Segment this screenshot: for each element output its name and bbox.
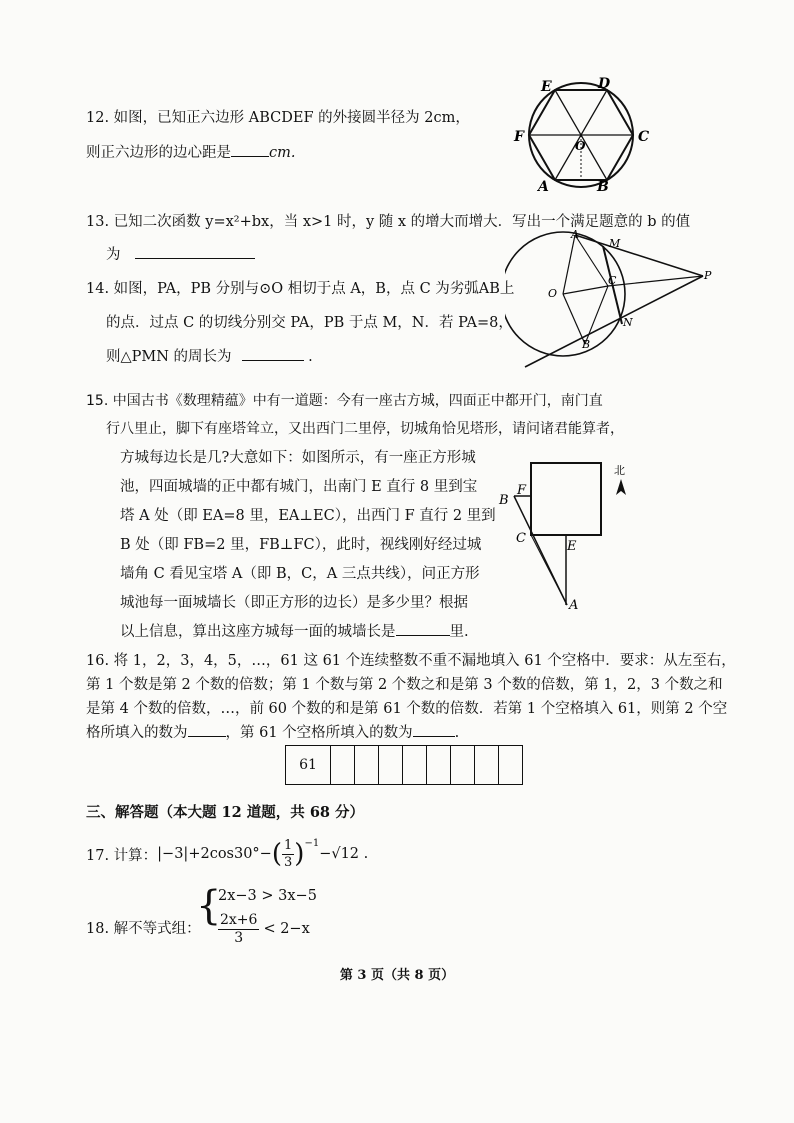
label-o: O xyxy=(575,139,586,153)
brace: { xyxy=(196,883,222,929)
label-f: F xyxy=(517,483,527,498)
q13-line2: 为 xyxy=(106,243,255,264)
label-m: M xyxy=(609,237,621,250)
q13-answer-blank xyxy=(135,245,255,259)
q16-answer-blank-2 xyxy=(413,723,455,737)
label-e: E xyxy=(567,539,577,554)
q15-line1: 15. 中国古书《数理精蕴》中有一道题：今有一座古方城，四面正中都开门，南门直 xyxy=(86,393,603,409)
q18-fraction: $\frac{2x+6}{3}$ xyxy=(220,912,258,946)
label-c: C xyxy=(608,274,617,287)
label-c: C xyxy=(516,531,526,546)
label-c: C xyxy=(638,129,650,145)
tangent-circle-figure xyxy=(505,226,717,376)
grid-cell xyxy=(475,746,499,785)
grid-cell xyxy=(355,746,379,785)
q15-line8: 城池每一面城墙长（即正方形的边长）是多少里？根据 xyxy=(120,595,468,611)
label-o: O xyxy=(548,287,558,300)
section-title: 三、解答题（本大题 12 道题，共 68 分） xyxy=(86,804,365,821)
label-b: B xyxy=(582,338,591,351)
q15-line4: 池，四面城墙的正中都有城门，出南门 E 直行 8 里到宝 xyxy=(120,479,478,495)
q12-line1: 12. 如图，已知正六边形 ABCDEF 的外接圆半径为 2cm， xyxy=(86,110,470,126)
q12-answer-blank xyxy=(231,143,269,157)
hexagon-figure xyxy=(505,74,655,194)
grid-cell xyxy=(379,746,403,785)
answer-grid xyxy=(285,745,523,785)
q15-line9: 以上信息，算出这座方城每一面的城墙长是 里. xyxy=(120,624,469,640)
grid-cell xyxy=(499,746,523,785)
q16-line2: 第 1 个数是第 2 个数的倍数；第 1 个数与第 2 个数之和是第 3 个数的倍数，第 1，2，3 个数之和 xyxy=(86,677,723,693)
label-f: F xyxy=(514,129,524,145)
q15-line5: 塔 A 处（即 EA=8 里，EA⊥EC），出西门 F 直行 2 里到 xyxy=(120,508,496,524)
label-north: 北 xyxy=(614,464,625,477)
q16-line1: 16. 将 1，2，3，4，5，…，61 这 61 个连续整数不重不漏地填入 61 个空格中．要求：从左至右， xyxy=(86,653,736,669)
q12-line2: 则正六边形的边心距是 cm. xyxy=(86,145,296,161)
page-footer: 第 3 页（共 8 页） xyxy=(339,968,455,983)
q17: 17. 计算： |−3|+2cos30°− ( $\frac{1}{3}$ ) $^{-1}$ −√12 . xyxy=(86,838,369,870)
grid-cell xyxy=(403,746,427,785)
north-arrow-icon xyxy=(616,479,626,495)
q15-line6: B 处（即 FB=2 里，FB⊥FC），此时，视线刚好经过城 xyxy=(120,537,482,553)
grid-cell: 61 xyxy=(286,746,331,785)
q16-line3: 是第 4 个数的倍数，…，前 60 个数的和是第 61 个数的倍数．若第 1 个空格填入 61，则第 2 个空 xyxy=(86,701,728,717)
label-a: A xyxy=(571,228,579,241)
label-b: B xyxy=(597,179,609,194)
q13-line1: 13. 已知二次函数 y=x²+bx，当 x>1 时，y 随 x 的增大而增大．写出一个满足题意的 b 的值 xyxy=(86,214,691,230)
q15-line7: 墙角 C 看见宝塔 A（即 B，C，A 三点共线），问正方形 xyxy=(120,566,480,582)
q14-line2: 的点．过点 C 的切线分别交 PA，PB 于点 M，N．若 PA=8， xyxy=(106,315,513,331)
square-city-figure xyxy=(495,452,645,622)
q15-line3: 方城每边长是几?大意如下：如图所示，有一座正方形城 xyxy=(120,450,476,466)
q14-line3: 则△PMN 的周长为 . xyxy=(106,349,313,365)
label-b: B xyxy=(499,493,509,508)
q14-line1: 14. 如图，PA，PB 分别与⊙O 相切于点 A，B，点 C 为劣弧AB上 xyxy=(86,281,515,297)
grid-cell xyxy=(331,746,355,785)
q16-answer-blank-1 xyxy=(188,723,226,737)
label-e: E xyxy=(541,79,552,95)
q14-answer-blank xyxy=(242,347,304,361)
q15-answer-blank xyxy=(396,622,450,636)
q18-ineq2: $\frac{2x+6}{3}$ < 2−x xyxy=(220,912,310,946)
label-a: A xyxy=(569,598,579,613)
grid-cell xyxy=(427,746,451,785)
q15-line2: 行八里止，脚下有座塔耸立，又出西门二里停，切城角恰见塔形，请问诸君能算者， xyxy=(106,421,624,437)
label-n: N xyxy=(623,316,633,329)
q18-prefix: 18. 解不等式组： xyxy=(86,921,201,937)
q16-line4: 格所填入的数为 ，第 61 个空格所填入的数为 . xyxy=(86,725,460,741)
q18-ineq1: 2x−3 > 3x−5 xyxy=(218,888,317,904)
q17-fraction: $\frac{1}{3}$ xyxy=(284,838,293,870)
label-p: P xyxy=(704,269,712,282)
label-a: A xyxy=(538,179,549,194)
label-d: D xyxy=(598,76,611,92)
grid-cell xyxy=(451,746,475,785)
